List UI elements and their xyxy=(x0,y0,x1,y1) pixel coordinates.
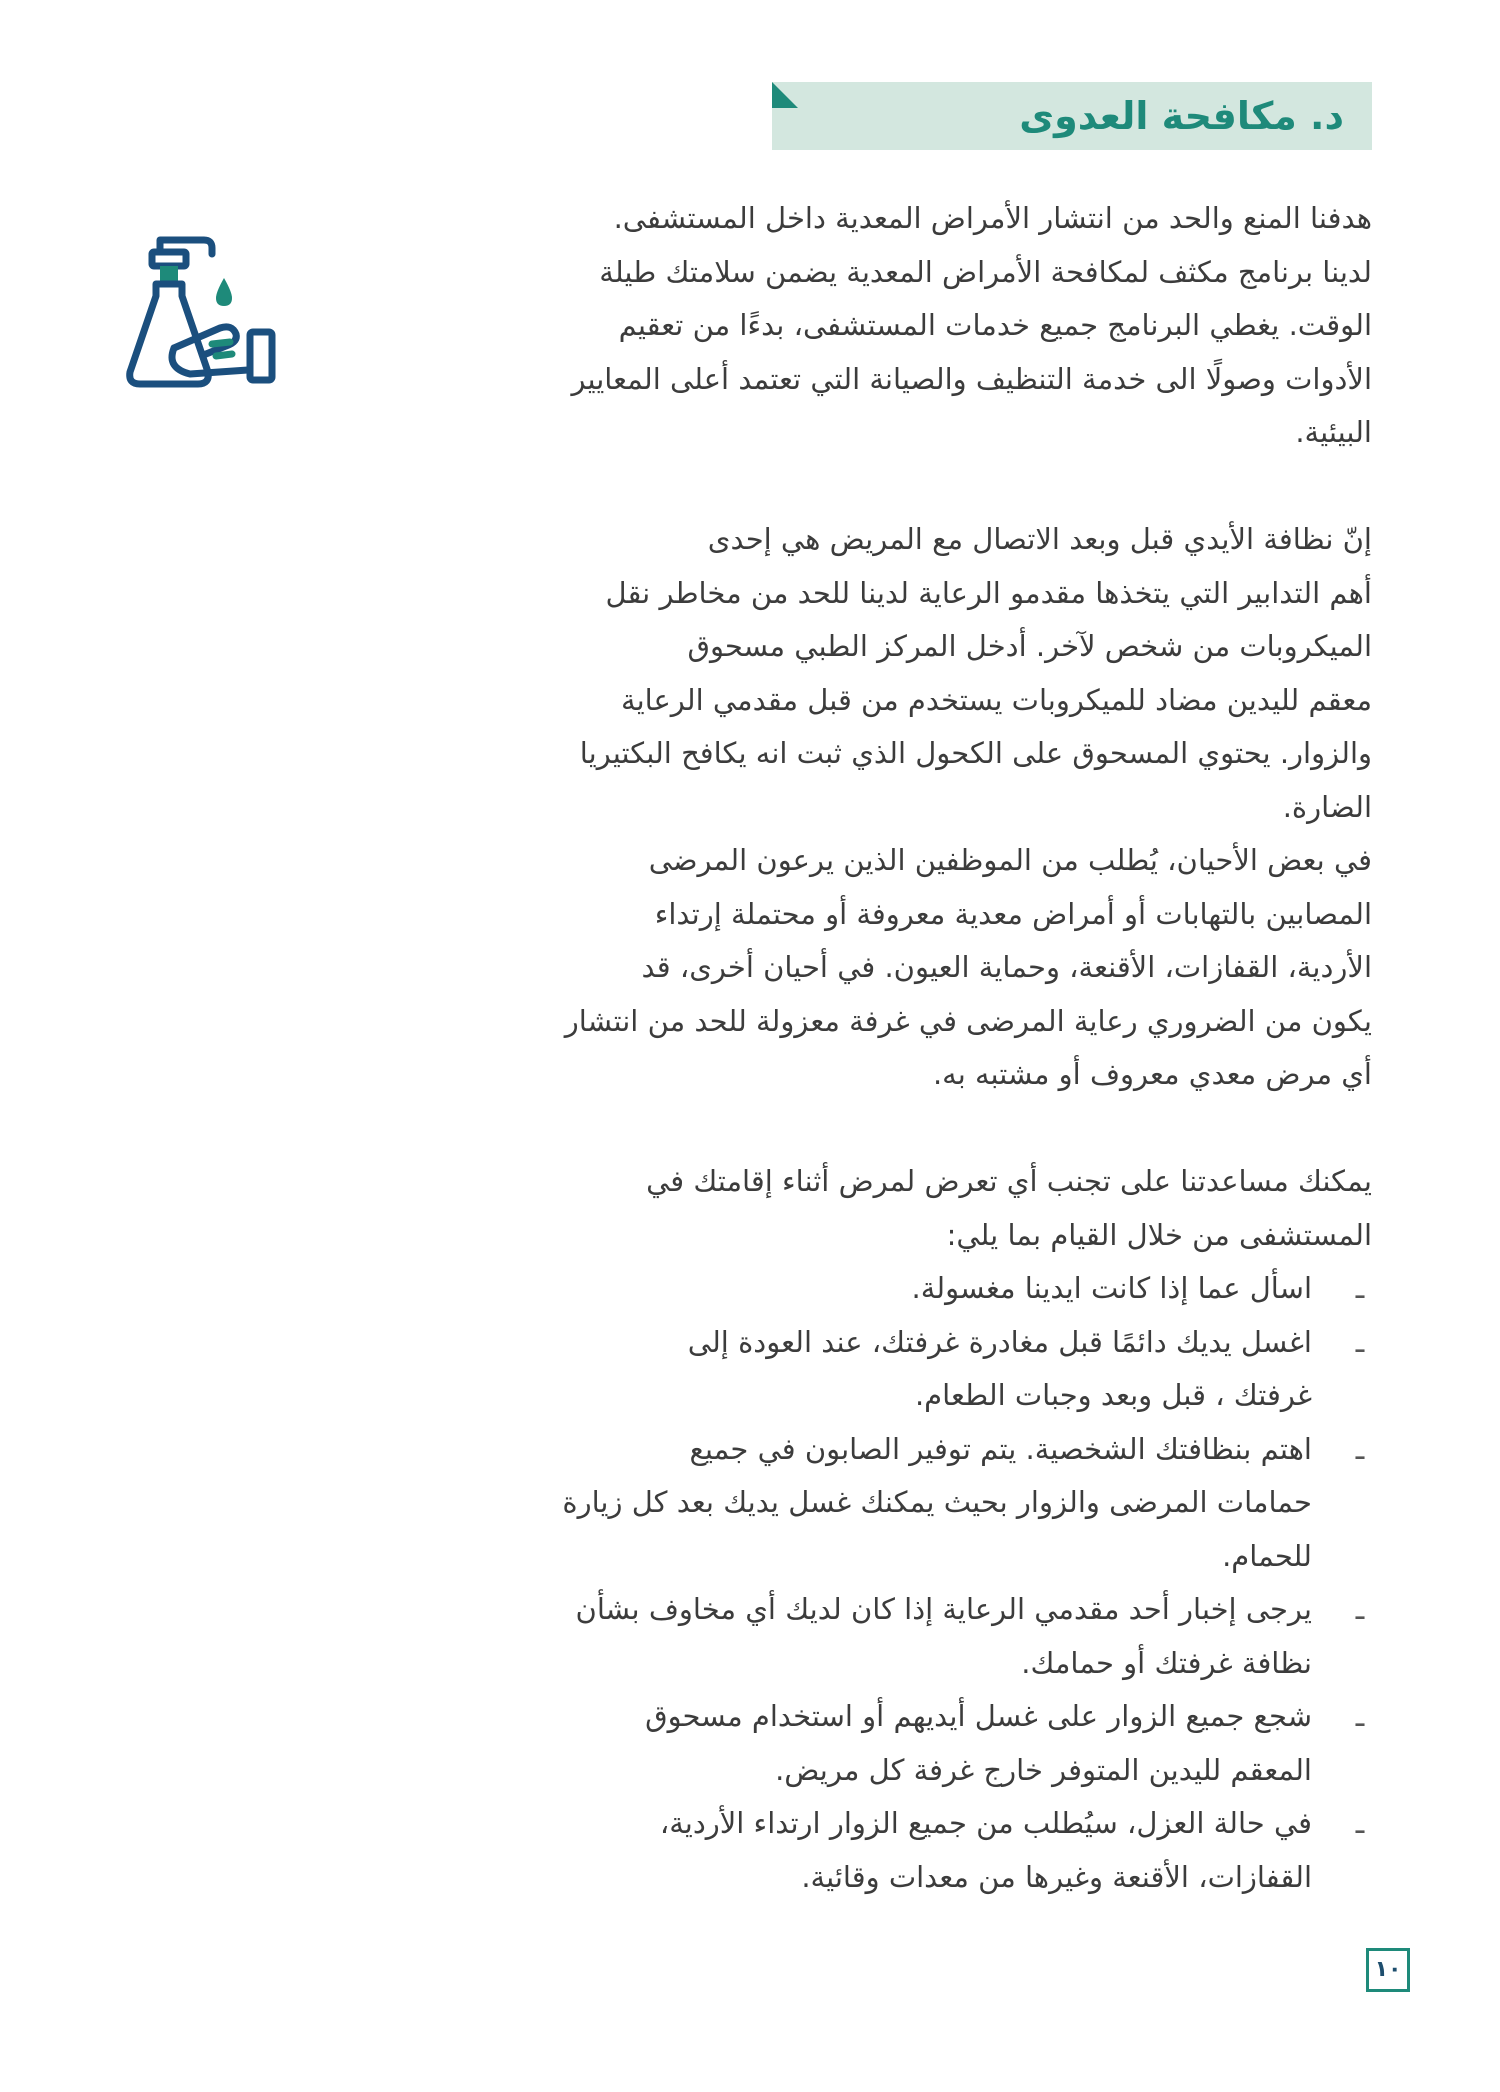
hand-sanitizer-icon xyxy=(116,232,326,412)
section-title-band xyxy=(772,82,1372,150)
text-line: شجع جميع الزوار على غسل أيديهم أو استخدام مسحوق xyxy=(645,1699,1312,1733)
page-number: ١٠ xyxy=(1366,1948,1410,1992)
text-line: اهتم بنظافتك الشخصية. يتم توفير الصابون في جميع xyxy=(689,1431,1312,1466)
text-line: لدينا برنامج مكثف لمكافحة الأمراض المعدية يضمن سلامتك طيلة xyxy=(599,254,1372,289)
paragraph-how-to-help xyxy=(372,1155,1372,1262)
paragraph-isolation xyxy=(372,834,1372,1102)
bullet-marker: ـ xyxy=(1355,1699,1365,1733)
list-item xyxy=(372,1423,1372,1584)
text-line: الميكروبات من شخص لآخر. أدخل المركز الطبي مسحوق xyxy=(687,629,1372,663)
text-line: القفازات، الأقنعة وغيرها من معدات وقائية. xyxy=(801,1859,1312,1894)
text-line: يكون من الضروري رعاية المرضى في غرفة معزولة للحد من انتشار xyxy=(564,1003,1372,1038)
text-line: يمكنك مساعدتنا على تجنب أي تعرض لمرض أثناء إقامتك في xyxy=(646,1164,1372,1198)
title-corner-triangle xyxy=(772,82,798,108)
text-line: أهم التدابير التي يتخذها مقدمو الرعاية لدينا للحد من مخاطر نقل xyxy=(605,575,1372,610)
text-line: اسأل عما إذا كانت ايدينا مغسولة. xyxy=(911,1271,1312,1305)
text-line: أي مرض معدي معروف أو مشتبه به. xyxy=(932,1057,1372,1091)
text-line: اغسل يديك دائمًا قبل مغادرة غرفتك، عند العودة إلى xyxy=(687,1324,1312,1359)
bullet-marker: ـ xyxy=(1355,1431,1365,1466)
text-line: حمامات المرضى والزوار بحيث يمكنك غسل يديك بعد كل زيارة xyxy=(562,1485,1312,1519)
text-line: غرفتك ، قبل وبعد وجبات الطعام. xyxy=(914,1378,1312,1412)
text-line: الأدوات وصولًا الى خدمة التنظيف والصيانة التي تعتمد أعلى المعايير xyxy=(571,361,1372,396)
text-line: للحمام. xyxy=(1222,1538,1312,1573)
text-line: نظافة غرفتك أو حمامك. xyxy=(1021,1645,1312,1680)
tips-list xyxy=(372,1262,1372,1904)
text-line: هدفنا المنع والحد من انتشار الأمراض المعدية داخل المستشفى. xyxy=(613,201,1372,235)
text-line: المصابين بالتهابات أو أمراض معدية معروفة أو محتملة إرتداء xyxy=(654,896,1372,931)
text-line: في بعض الأحيان، يُطلب من الموظفين الذين يرعون المرضى xyxy=(648,843,1372,877)
text-line: الأردية، القفازات، الأقنعة، وحماية العيون. في أحيان أخرى، قد xyxy=(641,950,1372,984)
text-line: معقم لليدين مضاد للميكروبات يستخدم من قبل مقدمي الرعاية xyxy=(621,682,1372,717)
text-line: الوقت. يغطي البرنامج جميع خدمات المستشفى، بدءًا من تعقيم xyxy=(618,308,1372,342)
list-item xyxy=(372,1262,1372,1316)
text-line: المستشفى من خلال القيام بما يلي: xyxy=(946,1217,1372,1252)
bullet-marker: ـ xyxy=(1355,1324,1365,1359)
list-item xyxy=(372,1797,1372,1904)
text-line: يرجى إخبار أحد مقدمي الرعاية إذا كان لديك أي مخاوف بشأن xyxy=(575,1592,1312,1626)
list-item xyxy=(372,1583,1372,1690)
paragraph-hand-hygiene xyxy=(372,513,1372,834)
text-line: إنّ نظافة الأيدي قبل وبعد الاتصال مع المريض هي إحدى xyxy=(707,522,1372,556)
list-item xyxy=(372,1316,1372,1423)
paragraph-intro xyxy=(372,192,1372,460)
text-line: المعقم لليدين المتوفر خارج غرفة كل مريض. xyxy=(775,1752,1312,1787)
body-content xyxy=(372,192,1372,1904)
bullet-marker: ـ xyxy=(1355,1271,1365,1305)
list-item xyxy=(372,1690,1372,1797)
text-line: الضارة. xyxy=(1282,789,1372,824)
text-line: والزوار. يحتوي المسحوق على الكحول الذي ثبت انه يكافح البكتيريا xyxy=(579,736,1372,770)
text-line: في حالة العزل، سيُطلب من جميع الزوار ارتداء الأردية، xyxy=(659,1806,1312,1840)
section-title: د. مكافحة العدوى xyxy=(1019,94,1344,138)
bullet-marker: ـ xyxy=(1355,1592,1365,1626)
bullet-marker: ـ xyxy=(1355,1806,1365,1840)
text-line: البيئية. xyxy=(1295,415,1372,449)
